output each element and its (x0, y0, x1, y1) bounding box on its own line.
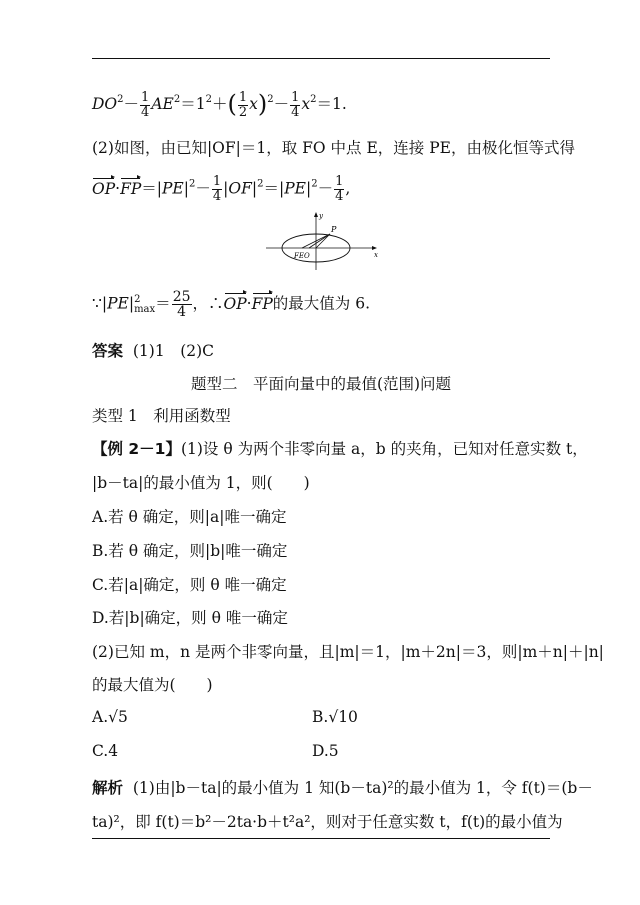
label-x: x (374, 251, 378, 259)
ellipse-figure (262, 210, 382, 272)
option1-b: B.若 θ 确定，则|b|唯一确定 (92, 542, 288, 560)
analysis-label: 解析 (92, 779, 124, 797)
part2-text: (2)如图，由已知|OF|＝1，取 FO 中点 E，连接 PE，由极化恒等式得 (92, 139, 575, 157)
label-p: P (331, 225, 337, 234)
max-line: ∵|PE| 2 max ＝ $\frac{25}{4}$ ，∴OP·FP的最大值为 6. (92, 289, 371, 320)
identity-line: $OP\cdot FP=|PE|^2-$ $\frac{1}{4}$ $|OF|^2=|PE|^2-$ $\frac{1}{4}$ , (92, 174, 351, 204)
analysis-line2: ta)²，即 f(t)＝b²－2ta·b＋t²a²，则对于任意实数 t，f(t)的最小值为 (92, 813, 563, 831)
section-title: 题型二 平面向量中的最值(范围)问题 (190, 375, 452, 393)
example-q2-line2: 的最大值为( ) (92, 676, 213, 694)
example-q1-line2: |b－ta|的最小值为 1，则( ) (92, 474, 310, 492)
analysis-line1: 解析 (1)由|b－ta|的最小值为 1 知(b－ta)²的最小值为 1，令 f(t)＝(b－ (92, 779, 593, 797)
answer-text: (1)1 (2)C (132, 342, 215, 360)
bottom-rule (92, 838, 550, 839)
answer-line (92, 339, 214, 361)
top-rule (92, 58, 550, 59)
option2-c: C.4 (92, 742, 119, 760)
example-q1-line1: 【例 2－1】(1)设 θ 为两个非零向量 a，b 的夹角，已知对任意实数 t， (92, 440, 588, 458)
example-tag: 【例 2－1】 (92, 440, 181, 458)
label-feo: FEO (294, 252, 310, 260)
option2-b: B.√10 (312, 708, 358, 726)
type-label: 类型 1 利用函数型 (92, 407, 231, 425)
option2-a: A.√5 (92, 708, 128, 726)
option1-a: A.若 θ 确定，则|a|唯一确定 (92, 508, 287, 526)
option1-d: D.若|b|确定，则 θ 唯一确定 (92, 609, 288, 627)
formula-line: $DO^2-$ $\frac{1}{4}$ $AE^2=1^2+$( $\frac{1}{2}$ x)$^2$－ $\frac{1}{4}$ $x^2=1$. (92, 89, 347, 120)
example-q2-line1: (2)已知 m，n 是两个非零向量，且|m|＝1，|m＋2n|＝3，则|m＋n|＋|n| (92, 643, 604, 661)
option1-c: C.若|a|确定，则 θ 唯一确定 (92, 576, 287, 594)
answer-label: 答案 (92, 342, 124, 360)
label-y: y (319, 212, 323, 220)
option2-d: D.5 (312, 742, 339, 760)
